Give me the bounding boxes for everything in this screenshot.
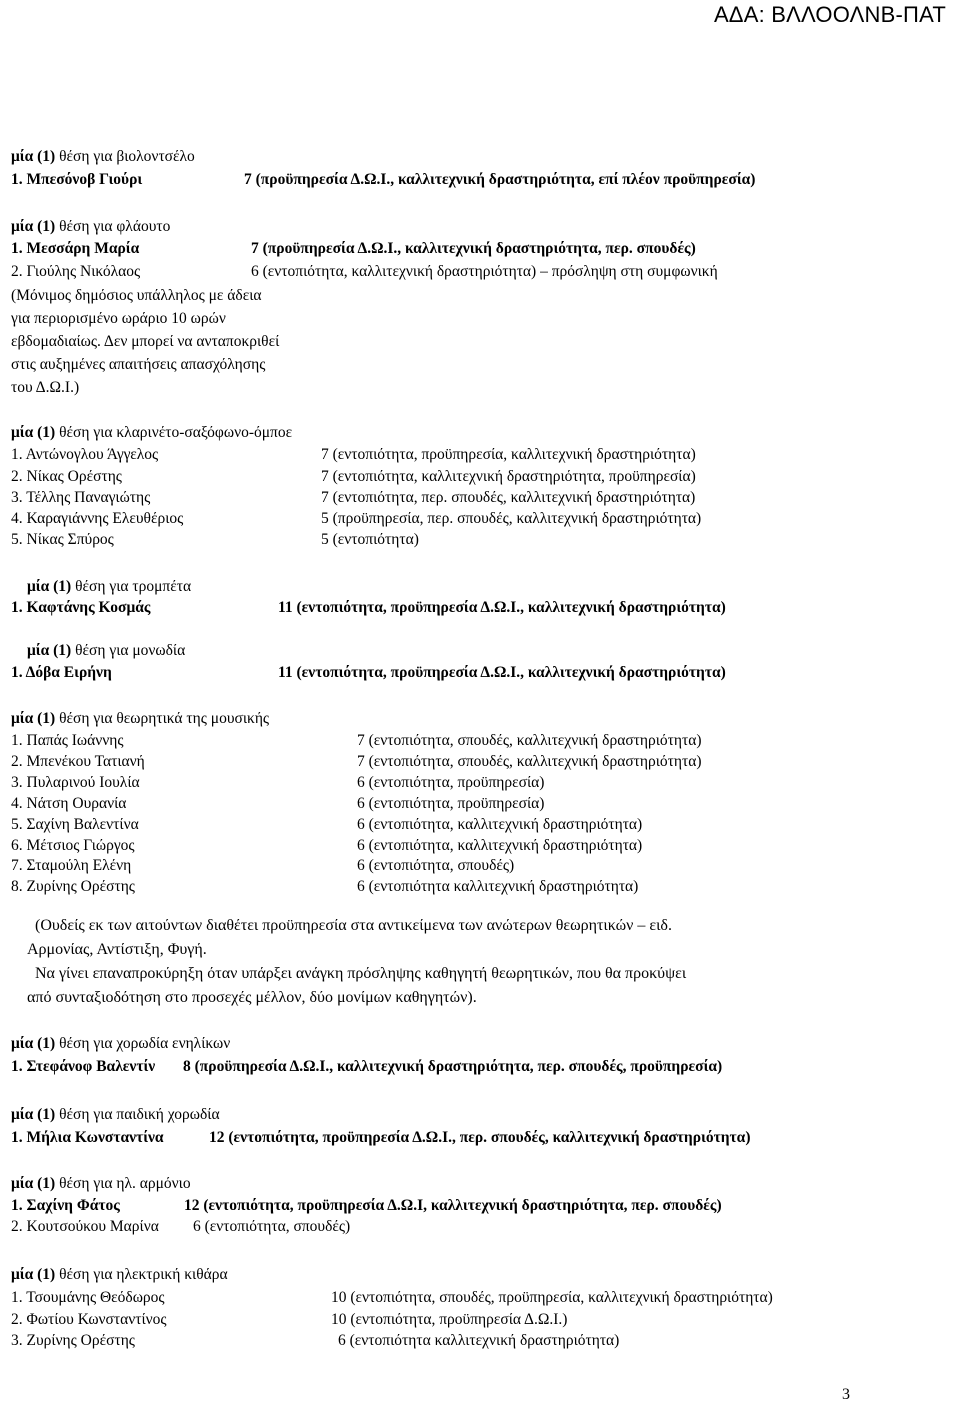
candidate-detail: 6 (εντοπιότητα καλλιτεχνική δραστηριότητα) [338, 1332, 620, 1349]
ada-code: ΑΔΑ: ΒΛΛΟΟΛΝΒ-ΠΑΤ [713, 2, 946, 27]
heading-bold: μία (1) [11, 1035, 56, 1052]
heading-bold: μία (1) [11, 1266, 56, 1283]
candidate-detail: 7 (εντοπιότητα, σπουδές, καλλιτεχνική δραστηριότητα) [357, 732, 702, 749]
section-heading-trumpet [27, 578, 191, 596]
heading-bold: μία (1) [27, 578, 72, 595]
candidate-detail: 10 (εντοπιότητα, προϋπηρεσία Δ.Ω.Ι.) [331, 1311, 568, 1328]
heading-bold: μία (1) [11, 148, 56, 165]
candidate-detail: 6 (εντοπιότητα, προϋπηρεσία) [357, 795, 545, 812]
heading-text: θέση για κλαρινέτο-σαξόφωνο-όμποε [55, 424, 293, 441]
candidate-name: 1. Δόβα Ειρήνη [11, 664, 112, 681]
candidate-detail: 7 (εντοπιότητα, προϋπηρεσία, καλλιτεχνική δραστηριότητα) [321, 446, 696, 463]
page-number: 3 [842, 1386, 850, 1403]
heading-text: θέση για παιδική χορωδία [55, 1106, 220, 1123]
section-heading-clarinet [11, 424, 292, 442]
note-line: του Δ.Ω.Ι.) [11, 379, 80, 396]
section-heading-children-choir [11, 1106, 220, 1124]
section-heading-singing [27, 642, 185, 660]
candidate-name: 2. Κουτσούκου Μαρίνα [11, 1218, 159, 1235]
candidate-detail: 5 (εντοπιότητα) [321, 531, 419, 548]
heading-text: θέση για μονωδία [71, 642, 186, 659]
remark-line: Να γίνει επαναπροκύρηξη όταν υπάρξει ανάγκη πρόσληψης καθηγητή θεωρητικών, που θα προκύψει [35, 965, 687, 982]
heading-text: θέση για θεωρητικά της μουσικής [55, 710, 270, 727]
heading-text: θέση για ηλεκτρική κιθάρα [55, 1266, 228, 1283]
section-heading-cello [11, 148, 195, 166]
heading-text: θέση για χορωδία ενηλίκων [55, 1035, 231, 1052]
candidate-name: 1. Αντώνογλου Άγγελος [11, 446, 159, 463]
candidate-name: 3. Πυλαρινού Ιουλία [11, 774, 140, 791]
candidate-detail: 8 (προϋπηρεσία Δ.Ω.Ι., καλλιτεχνική δραστηριότητα, περ. σπουδές, προϋπηρεσία) [183, 1058, 723, 1075]
section-heading-adult-choir [11, 1035, 230, 1053]
candidate-detail: 6 (εντοπιότητα, προϋπηρεσία) [357, 774, 545, 791]
candidate-detail: 6 (εντοπιότητα, καλλιτεχνική δραστηριότητα) [357, 837, 643, 854]
candidate-name: 1. Τσουμάνης Θεόδωρος [11, 1289, 165, 1306]
remark-line: από συνταξιοδότηση στο προσεχές μέλλον, δύο μονίμων καθηγητών). [27, 989, 477, 1006]
candidate-name: 2. Γιούλης Νικόλαος [11, 263, 141, 280]
candidate-name: 2. Φωτίου Κωνσταντίνος [11, 1311, 167, 1328]
candidate-name: 1. Παπάς Ιωάννης [11, 732, 124, 749]
heading-bold: μία (1) [11, 710, 56, 727]
candidate-detail: 6 (εντοπιότητα, σπουδές) [193, 1218, 351, 1235]
candidate-name: 5. Νίκας Σπύρος [11, 531, 114, 548]
candidate-name: 6. Μέτσιος Γιώργος [11, 837, 135, 854]
remark-line: Αρμονίας, Αντίστιξη, Φυγή. [27, 941, 207, 958]
candidate-detail: 12 (εντοπιότητα, προϋπηρεσία Δ.Ω.Ι, καλλιτεχνική δραστηριότητα, περ. σπουδές) [184, 1197, 722, 1214]
heading-bold: μία (1) [11, 424, 56, 441]
note-line: (Μόνιμος δημόσιος υπάλληλος με άδεια [11, 287, 262, 304]
candidate-name: 3. Τέλλης Παναγιώτης [11, 489, 151, 506]
candidate-name: 2. Νίκας Ορέστης [11, 468, 122, 485]
candidate-name: 1. Μπεσόνοβ Γιούρι [11, 171, 143, 188]
candidate-detail: 10 (εντοπιότητα, σπουδές, προϋπηρεσία, καλλιτεχνική δραστηριότητα) [331, 1289, 773, 1306]
candidate-detail: 7 (προϋπηρεσία Δ.Ω.Ι., καλλιτεχνική δραστηριότητα, επί πλέον προϋπηρεσία) [244, 171, 756, 188]
section-heading-electric-guitar [11, 1266, 228, 1284]
candidate-detail: 6 (εντοπιότητα, σπουδές) [357, 857, 515, 874]
candidate-name: 7. Σταμούλη Ελένη [11, 857, 132, 874]
candidate-name: 1. Μεσσάρη Μαρία [11, 240, 140, 257]
heading-bold: μία (1) [11, 1175, 56, 1192]
heading-text: θέση για τρομπέτα [71, 578, 192, 595]
candidate-name: 4. Καραγιάννης Ελευθέριος [11, 510, 184, 527]
section-heading-theory [11, 710, 269, 728]
heading-bold: μία (1) [11, 1106, 56, 1123]
candidate-name: 1. Καφτάνης Κοσμάς [11, 599, 151, 616]
candidate-detail: 11 (εντοπιότητα, προϋπηρεσία Δ.Ω.Ι., καλλιτεχνική δραστηριότητα) [278, 599, 726, 616]
candidate-name: 3. Ζυρίνης Ορέστης [11, 1332, 135, 1349]
candidate-name: 1. Μήλια Κωνσταντίνα [11, 1129, 164, 1146]
candidate-detail: 5 (προϋπηρεσία, περ. σπουδές, καλλιτεχνική δραστηριότητα) [321, 510, 702, 527]
candidate-name: 2. Μπενέκου Τατιανή [11, 753, 145, 770]
heading-text: θέση για βιολοντσέλο [55, 148, 195, 165]
heading-text: θέση για φλάουτο [55, 218, 171, 235]
candidate-detail: 7 (εντοπιότητα, σπουδές, καλλιτεχνική δραστηριότητα) [357, 753, 702, 770]
remark-line: (Ουδείς εκ των αιτούντων διαθέτει προϋπηρεσία στα αντικείμενα των ανώτερων θεωρητικών – ειδ. [35, 917, 672, 934]
candidate-detail: 6 (εντοπιότητα καλλιτεχνική δραστηριότητα) [357, 878, 639, 895]
candidate-name: 1. Σαχίνη Φάτος [11, 1197, 120, 1214]
candidate-name: 1. Στεφάνοφ Βαλεντίν [11, 1058, 156, 1075]
candidate-name: 5. Σαχίνη Βαλεντίνα [11, 816, 139, 833]
section-heading-organ [11, 1175, 191, 1193]
candidate-detail: 6 (εντοπιότητα, καλλιτεχνική δραστηριότητα) – πρόσληψη στη συμφωνική [251, 263, 718, 280]
candidate-detail: 6 (εντοπιότητα, καλλιτεχνική δραστηριότητα) [357, 816, 643, 833]
heading-text: θέση για ηλ. αρμόνιο [55, 1175, 191, 1192]
candidate-name: 8. Ζυρίνης Ορέστης [11, 878, 135, 895]
note-line: για περιορισμένο ωράριο 10 ωρών [11, 310, 226, 327]
section-heading-flute [11, 218, 170, 236]
note-line: στις αυξημένες απαιτήσεις απασχόλησης [11, 356, 266, 373]
candidate-detail: 12 (εντοπιότητα, προϋπηρεσία Δ.Ω.Ι., περ. σπουδές, καλλιτεχνική δραστηριότητα) [209, 1129, 751, 1146]
candidate-name: 4. Νάτση Ουρανία [11, 795, 127, 812]
candidate-detail: 7 (προϋπηρεσία Δ.Ω.Ι., καλλιτεχνική δραστηριότητα, περ. σπουδές) [251, 240, 696, 257]
candidate-detail: 7 (εντοπιότητα, περ. σπουδές, καλλιτεχνική δραστηριότητα) [321, 489, 696, 506]
candidate-detail: 11 (εντοπιότητα, προϋπηρεσία Δ.Ω.Ι., καλλιτεχνική δραστηριότητα) [278, 664, 726, 681]
heading-bold: μία (1) [11, 218, 56, 235]
note-line: εβδομαδιαίως. Δεν μπορεί να ανταποκριθεί [11, 333, 280, 350]
candidate-detail: 7 (εντοπιότητα, καλλιτεχνική δραστηριότητα, προϋπηρεσία) [321, 468, 696, 485]
heading-bold: μία (1) [27, 642, 72, 659]
